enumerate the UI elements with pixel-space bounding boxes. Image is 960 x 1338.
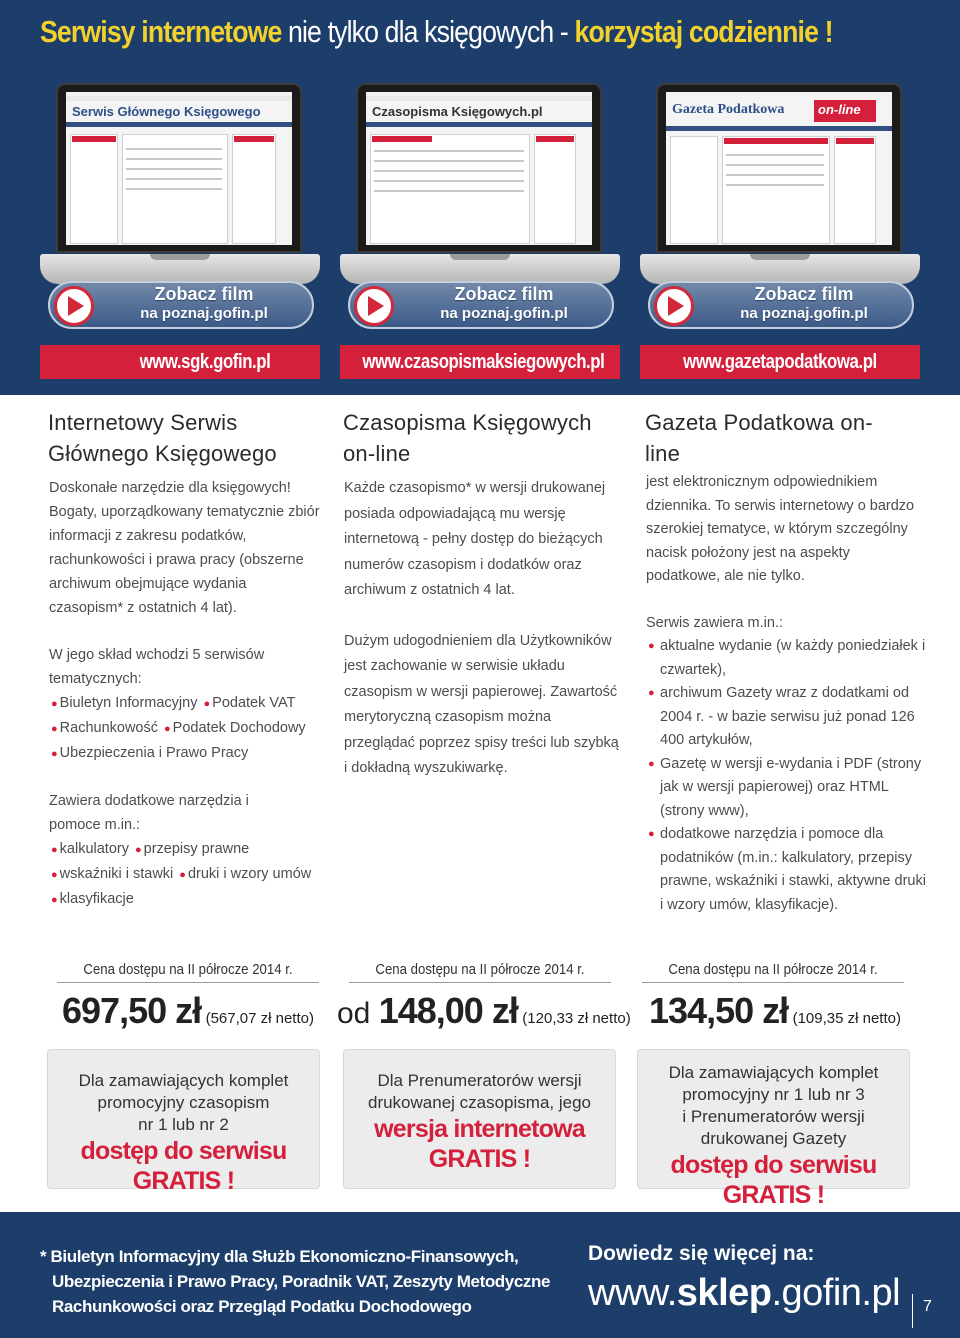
laptop-image [340, 80, 620, 295]
service-list: ● Biuletyn Informacyjny ● Podatek VAT [51, 695, 296, 711]
watch-film-button[interactable]: Zobacz film na poznaj.gofin.pl [648, 281, 914, 329]
divider [349, 982, 611, 983]
price: 697,50 zł (567,07 zł netto) [62, 990, 314, 1031]
watch-film-button[interactable]: Zobacz film na poznaj.gofin.pl [48, 281, 314, 329]
url-bar [40, 345, 320, 379]
url-bar [340, 345, 620, 379]
column2-text: Każde czasopismo* w wersji drukowanej posiada odpowiadającą mu wersję internetową - pełny dostęp do bieżących numerów czasopism i dodatków oraz archiwum z ostatnich 4 lat. Dużym udogodnieniem dla Użytkowników jest zachowanie w serwisie układu czasopism w wersji papierowej. Zawartość merytoryczną czasopism można przeglądać poprzez spisy treści lub szybką i dokładną wyszukiwarkę. [344, 480, 619, 776]
headline: Serwisy internetowe nie tylko dla księgowych - korzystaj codziennie ! [40, 14, 833, 49]
more-info-label: Dowiedz się więcej na: [588, 1242, 815, 1265]
offer-box: Dla zamawiających komplet promocyjny nr 1 lub nr 3 i Prenumeratorów wersji drukowanej Gazety dostęp do serwisu GRATIS ! [637, 1049, 910, 1189]
column2-title: Czasopisma Księgowych on-line [343, 410, 592, 466]
laptop-image [40, 80, 320, 295]
divider [57, 982, 319, 983]
shop-link[interactable]: www.sklep.gofin.pl [588, 1272, 901, 1314]
url-link[interactable]: www.sgk.gofin.pl [139, 351, 271, 373]
footnote: * Biuletyn Informacyjny dla Służb Ekonomiczno-Finansowych, Ubezpieczenia i Prawo Pracy, Poradnik VAT, Zeszyty Metodyczne Rachunkowości oraz Przegląd Podatku Dochodowego [40, 1247, 551, 1316]
play-icon [54, 286, 94, 326]
url-link[interactable]: www.gazetapodatkowa.pl [683, 351, 877, 373]
screenshot-gazeta: Gazeta Podatkowa on-line [666, 92, 892, 245]
price: 134,50 zł (109,35 zł netto) [649, 990, 901, 1031]
page-number: 7 [912, 1294, 932, 1328]
price-label: Cena dostępu na II półrocze 2014 r. [83, 961, 293, 978]
offer-box: Dla zamawiających komplet promocyjny czasopism nr 1 lub nr 2 dostęp do serwisu GRATIS ! [47, 1049, 320, 1189]
watch-film-button[interactable]: Zobacz film na poznaj.gofin.pl [348, 281, 614, 329]
url-link[interactable]: www.czasopismaksiegowych.pl [362, 351, 605, 373]
price: od 148,00 zł (120,33 zł netto) [337, 990, 631, 1031]
column3-title: Gazeta Podatkowa on-line [645, 410, 873, 466]
screenshot-czasopisma: Czasopisma Księgowych.pl [366, 92, 592, 245]
column3-text: jest elektronicznym odpowiednikiem dziennika. To serwis internetowy o bardzo szerokiej tematyce, w którym szczególny nacisk położony jest na aspekty podatkowe, ale nie tylko. Serwis zawiera m.in.: ● aktualne wydanie (w każdy poniedziałek i czwartek), ● archiwum Gazety wraz z dodatkami od 2004 r. - w bazie serwisu już ponad 126 400 artykułów, ● Gazetę w wersji e-wydania i PDF (strony jak w wersji papierowej) oraz HTML (strony www), ● dodatkowe narzędzia i pomoce dla podatników (m.in.: kalkulatory, przepisy prawne, wskaźniki i stawki, aktywne druki i wzory umów, klasyfikacje). [646, 474, 926, 913]
offer-box: Dla Prenumeratorów wersji drukowanej czasopisma, jego wersja internetowa GRATIS ! [343, 1049, 616, 1189]
divider [642, 982, 904, 983]
price-label: Cena dostępu na II półrocze 2014 r. [375, 961, 585, 978]
url-bar [640, 345, 920, 379]
column1-title: Internetowy Serwis Głównego Księgowego [48, 410, 277, 466]
price-label: Cena dostępu na II półrocze 2014 r. [668, 961, 878, 978]
play-icon [354, 286, 394, 326]
play-icon [654, 286, 694, 326]
laptop-image [640, 80, 920, 295]
column1-text: Doskonałe narzędzie dla księgowych! Bogaty, uporządkowany tematycznie zbiór informacji z zakresu podatków, rachunkowości i prawa pracy (obszerne archiwum obejmujące wydania czasopism* z ostatnich 4 lat). W jego skład wchodzi 5 serwisów tematycznych: ● Biuletyn Informacyjny ● Podatek VAT ● Rachunkowość ● Podatek Dochodowy ● Ubezpieczenia i Prawo Pracy Zawiera dodatkowe narzędzia i pomoce m.in.: ● kalkulatory ● przepisy prawne ● wskaźniki i stawki ● druki i wzory umów ● klasyfikacje [49, 476, 324, 912]
screenshot-sgk: Serwis Głównego Księgowego [66, 92, 292, 245]
